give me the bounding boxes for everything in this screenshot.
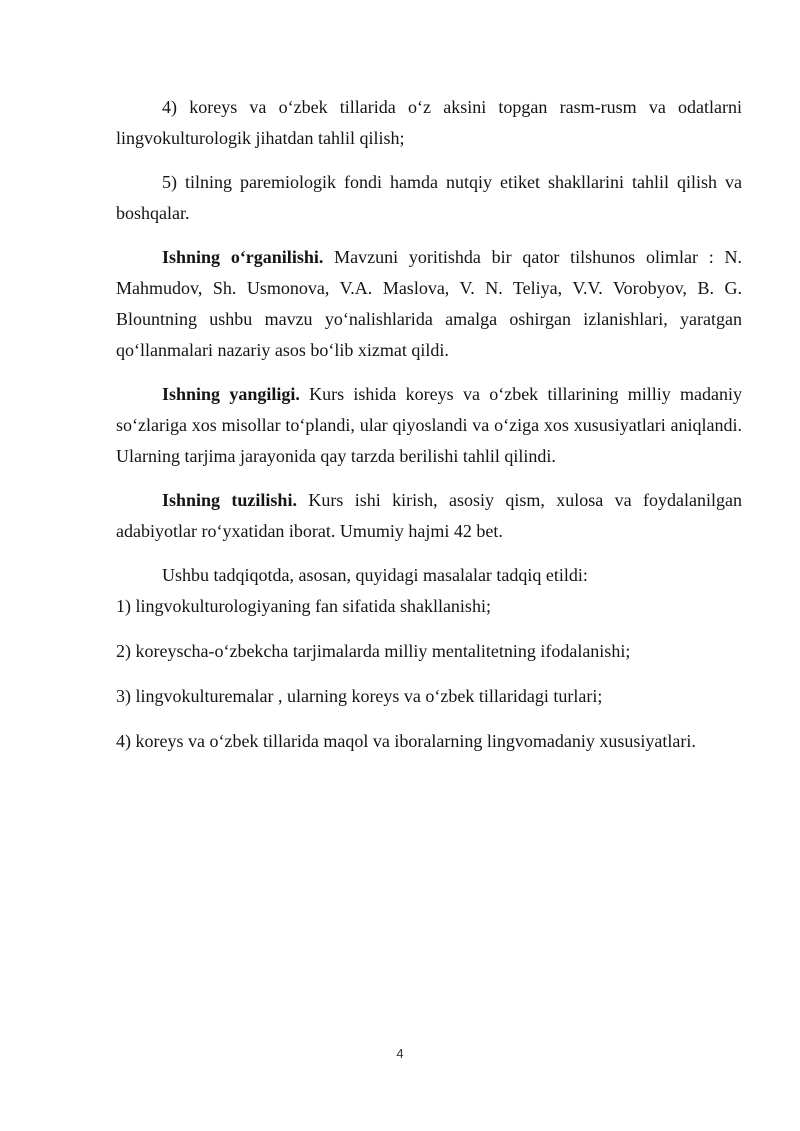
list-item: 1) lingvokulturologiyaning fan sifatida shakllanishi; [116,596,491,616]
page-content [116,92,742,771]
paragraph-structure [116,485,742,547]
paragraph-heading: Ishning yangiligi. [162,384,300,404]
paragraph-item-5 [116,167,742,229]
paragraph-study-status [116,242,742,366]
list-intro: Ushbu tadqiqotda, asosan, quyidagi masalalar tadqiq etildi: [162,565,588,585]
paragraph-text: 5) tilning paremiologik fondi hamda nutqiy etiket shakllarini tahlil qilish va boshqalar. [116,172,742,223]
paragraph-text: Kurs ishi kirish, asosiy qism, xulosa va foydalanilgan adabiyotlar ro‘yxatidan iborat. Umumiy hajmi 42 bet. [116,490,742,541]
paragraph-heading: Ishning o‘rganilishi. [162,247,324,267]
paragraph-text: Mavzuni yoritishda bir qator tilshunos olimlar : N. Mahmudov, Sh. Usmonova, V.A. Maslova, V. N. Teliya, V.V. Vorobyov, B. G. Blountning ushbu mavzu yo‘nalishlarida amalga oshirgan izlanishlari, yaratgan qo‘llanmalari nazariy asos bo‘lib xizmat qildi. [116,247,742,360]
paragraph-novelty [116,379,742,472]
paragraph-text: Kurs ishida koreys va o‘zbek tillarining milliy madaniy so‘zlariga xos misollar to‘plandi, ular qiyoslandi va o‘ziga xos xususiyatlari aniqlandi. Ularning tarjima jarayonida qay tarzda berilishi tahlil qilindi. [116,384,742,466]
list-item: 3) lingvokulturemalar , ularning koreys va o‘zbek tillaridagi turlari; [116,686,603,706]
paragraph-heading: Ishning tuzilishi. [162,490,297,510]
page-number: 4 [396,1046,404,1061]
paragraph-text: 4) koreys va o‘zbek tillarida o‘z aksini topgan rasm-rusm va odatlarni lingvokulturologik jihatdan tahlil qilish; [116,97,742,148]
list-item: 2) koreyscha-o‘zbekcha tarjimalarda milliy mentalitetning ifodalanishi; [116,641,631,661]
paragraph-item-4 [116,92,742,154]
list-item: 4) koreys va o‘zbek tillarida maqol va iboralarning lingvomadaniy xususiyatlari. [116,731,696,751]
